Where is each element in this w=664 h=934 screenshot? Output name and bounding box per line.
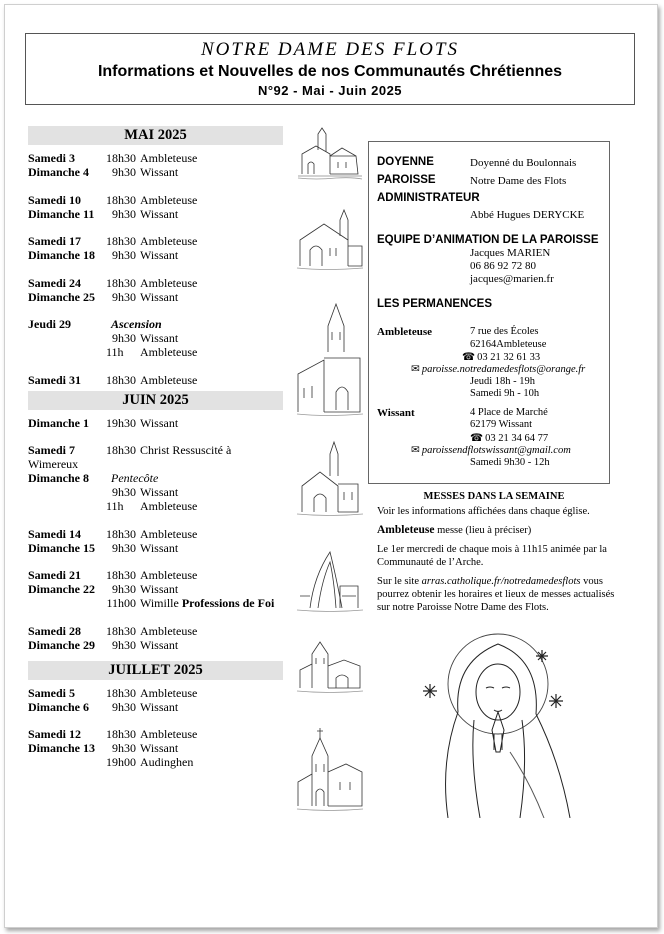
messes-ambleteuse	[377, 524, 617, 537]
ambleteuse-phone-number: 03 21 32 61 33	[477, 352, 541, 363]
day-label: Dimanche 13	[28, 741, 95, 755]
day-label: Samedi 24	[28, 275, 82, 290]
wissant-email[interactable]	[411, 444, 571, 456]
mass-place: Wissant	[140, 741, 179, 755]
schedule-group	[28, 193, 283, 221]
day-label: Dimanche 8	[28, 471, 89, 485]
church-sketch-7	[296, 726, 364, 816]
messes-website	[377, 575, 617, 614]
messes-website-text-end: vous pourrez obtenir les horaires et lieux de messes actualisés sur notre Paroisse Notre Dame des Flots.	[377, 576, 615, 613]
day-label: Samedi 31	[28, 372, 82, 387]
mass-place: Ambleteuse	[140, 727, 198, 741]
doyenne-value: Doyenné du Boulonnais	[470, 157, 577, 169]
day-label: Dimanche 29	[28, 637, 95, 652]
mass-time: 11h	[106, 499, 124, 513]
mass-time: 11h00	[106, 596, 136, 610]
mass-time: 9h30	[112, 741, 136, 755]
mass-place: Ambleteuse	[140, 151, 198, 165]
mass-place: Ambleteuse	[140, 275, 198, 290]
schedule-column	[28, 126, 283, 769]
church-sketch-3	[296, 302, 364, 418]
administrateur-label: ADMINISTRATEUR	[377, 192, 480, 204]
mass-place: Ambleteuse	[140, 623, 198, 638]
feast-label: Ascension	[111, 317, 162, 331]
day-label: Samedi 3	[28, 151, 76, 165]
mass-place: Ambleteuse	[140, 685, 198, 700]
messes-intro: Voir les informations affichées dans chaque église.	[377, 506, 590, 517]
wissant-email-address[interactable]: paroissendflotswissant@gmail.com	[421, 445, 571, 456]
mass-time: 18h30	[106, 443, 136, 457]
day-label: Dimanche 4	[28, 165, 89, 179]
mass-time: 9h30	[112, 165, 136, 179]
messes-website-text: Sur le site	[377, 576, 422, 587]
header-title: NOTRE DAME DES FLOTS	[201, 39, 459, 60]
day-label: Samedi 10	[28, 192, 82, 207]
star-icon	[536, 650, 548, 662]
mass-time: 9h30	[112, 637, 136, 652]
ambleteuse-email-address[interactable]: paroisse.notredamedesflots@orange.fr	[421, 364, 586, 375]
mass-place: Ambleteuse	[140, 234, 198, 248]
schedule-group	[28, 568, 283, 610]
mass-time: 18h30	[106, 623, 136, 638]
mass-time: 18h30	[106, 568, 136, 582]
mass-place: Wissant	[140, 331, 179, 345]
mass-time: 18h30	[106, 526, 136, 541]
ambleteuse-hours-2: Samedi 9h - 10h	[470, 388, 540, 399]
mass-time: 9h30	[112, 206, 136, 221]
mass-place: Ambleteuse	[140, 345, 198, 359]
schedule-group	[28, 373, 283, 387]
church-sketch-2	[296, 206, 364, 276]
church-sketch-1	[296, 126, 364, 182]
mass-time: 11h	[106, 345, 124, 359]
month-heading-mai: MAI 2025	[28, 126, 283, 145]
ambleteuse-email[interactable]	[411, 363, 585, 375]
equipe-label: EQUIPE D’ANIMATION DE LA PAROISSE	[377, 234, 599, 246]
event-label: Professions de Foi	[181, 596, 275, 610]
mass-time: 18h30	[106, 234, 136, 248]
church-sketch-4	[296, 440, 364, 520]
schedule-group	[28, 727, 283, 769]
mass-place: Wissant	[140, 637, 179, 652]
mass-time: 9h30	[112, 699, 136, 714]
feast-label: Pentecôte	[111, 471, 159, 485]
header-box	[25, 33, 635, 105]
church-sketch-5	[296, 546, 364, 616]
schedule-group	[28, 686, 283, 714]
mass-place: Christ Ressuscité à	[140, 443, 232, 457]
schedule-group	[28, 443, 283, 513]
day-label: Dimanche 22	[28, 582, 95, 596]
day-label: Samedi 12	[28, 727, 82, 741]
mass-place: Wissant	[140, 540, 179, 555]
star-icon	[423, 684, 437, 698]
mass-place: Wissant	[140, 485, 179, 499]
month-heading-juillet: JUILLET 2025	[28, 661, 283, 680]
day-label: Samedi 5	[28, 685, 76, 700]
mass-place: Wissant	[140, 165, 179, 179]
mass-place: Audinghen	[140, 755, 194, 769]
messes-ambleteuse-label: Ambleteuse	[377, 524, 435, 536]
day-label: Samedi 21	[28, 568, 82, 582]
mass-time: 9h30	[112, 289, 136, 304]
mass-place: Wissant	[140, 206, 179, 221]
equipe-name: Jacques MARIEN	[470, 247, 551, 259]
wissant-phone-number: 03 21 34 64 77	[485, 433, 549, 444]
doyenne-label: DOYENNE	[377, 156, 434, 168]
mass-place: Ambleteuse	[140, 499, 198, 513]
day-label: Samedi 28	[28, 623, 82, 638]
mass-place: Ambleteuse	[140, 192, 198, 207]
mass-place: Wissant	[140, 415, 179, 430]
schedule-group	[28, 317, 283, 359]
header-subtitle: Informations et Nouvelles de nos Communautés Chrétiennes	[97, 63, 563, 80]
wissant-phone	[470, 432, 548, 444]
day-label: Dimanche 18	[28, 248, 95, 262]
day-label: Dimanche 11	[28, 206, 95, 221]
mass-place: Wissant	[140, 289, 179, 304]
mass-place	[140, 596, 274, 610]
mass-place: Wissant	[140, 699, 179, 714]
mass-time: 18h30	[106, 685, 136, 700]
schedule-group	[28, 276, 283, 304]
header-issue: N°92 - Mai - Juin 2025	[257, 83, 403, 98]
place-continuation: Wimereux	[28, 457, 79, 471]
ambleteuse-city: 62164Ambleteuse	[470, 339, 547, 350]
day-label: Dimanche 15	[28, 540, 95, 555]
day-label: Samedi 14	[28, 526, 82, 541]
mass-time: 18h30	[106, 151, 136, 165]
mass-time: 18h30	[106, 727, 136, 741]
star-icon	[549, 694, 563, 708]
mass-place: Ambleteuse	[140, 526, 198, 541]
mass-time: 9h30	[112, 248, 136, 262]
schedule-group	[28, 234, 283, 262]
mass-time: 9h30	[112, 540, 136, 555]
mass-time: 9h30	[112, 485, 136, 499]
virgin-mary-illustration	[410, 622, 590, 818]
envelope-icon: ✉	[411, 364, 420, 375]
messes-arche: Le 1er mercredi de chaque mois à 11h15 animée par la Communauté de l’Arche.	[377, 544, 607, 568]
day-label: Samedi 7	[28, 443, 76, 457]
month-heading-juin: JUIN 2025	[28, 391, 283, 410]
ambleteuse-label: Ambleteuse	[377, 326, 432, 338]
day-label: Dimanche 25	[28, 289, 95, 304]
mass-place: Ambleteuse	[140, 568, 198, 582]
mass-time: 9h30	[112, 331, 136, 345]
schedule-group	[28, 416, 283, 430]
ambleteuse-address: 7 rue des Écoles	[470, 326, 539, 337]
day-label: Dimanche 6	[28, 699, 89, 714]
paroisse-value: Notre Dame des Flots	[470, 175, 567, 187]
messes-ambleteuse-text: messe (lieu à préciser)	[434, 525, 532, 536]
day-label: Samedi 17	[28, 234, 82, 248]
phone-icon: ☎	[462, 352, 476, 363]
paroisse-label: PAROISSE	[377, 174, 436, 186]
day-label: Dimanche 1	[28, 415, 89, 430]
ambleteuse-hours-1: Jeudi 18h - 19h	[470, 376, 536, 387]
website-link[interactable]: arras.catholique.fr/notredamedesflots	[421, 576, 581, 587]
messes-title: MESSES DANS LA SEMAINE	[423, 491, 565, 502]
parish-info-box	[368, 141, 610, 484]
ambleteuse-phone	[462, 351, 540, 363]
schedule-group	[28, 624, 283, 652]
weekday-masses	[377, 490, 617, 620]
day-label: Jeudi 29	[28, 317, 72, 331]
phone-icon: ☎	[470, 433, 484, 444]
administrateur-value: Abbé Hugues DERYCKE	[470, 209, 585, 221]
schedule-group	[28, 151, 283, 179]
envelope-icon: ✉	[411, 445, 420, 456]
schedule-group	[28, 527, 283, 555]
equipe-email: jacques@marien.fr	[470, 273, 554, 285]
mass-place: Wissant	[140, 248, 179, 262]
mass-time: 18h30	[106, 372, 136, 387]
place-name: Wimille	[140, 596, 179, 610]
wissant-label: Wissant	[377, 407, 415, 419]
wissant-city: 62179 Wissant	[470, 419, 533, 430]
mass-place: Wissant	[140, 582, 179, 596]
mass-place: Ambleteuse	[140, 372, 198, 387]
mass-time: 19h00	[106, 755, 136, 769]
equipe-phone: 06 86 92 72 80	[470, 260, 536, 272]
mass-time: 18h30	[106, 275, 136, 290]
wissant-hours: Samedi 9h30 - 12h	[470, 457, 550, 468]
mass-time: 19h30	[106, 415, 136, 430]
mass-time: 9h30	[112, 582, 136, 596]
church-sketch-6	[296, 636, 364, 698]
wissant-address: 4 Place de Marché	[470, 407, 548, 418]
permanences-label: LES PERMANENCES	[377, 298, 493, 310]
mass-time: 18h30	[106, 192, 136, 207]
